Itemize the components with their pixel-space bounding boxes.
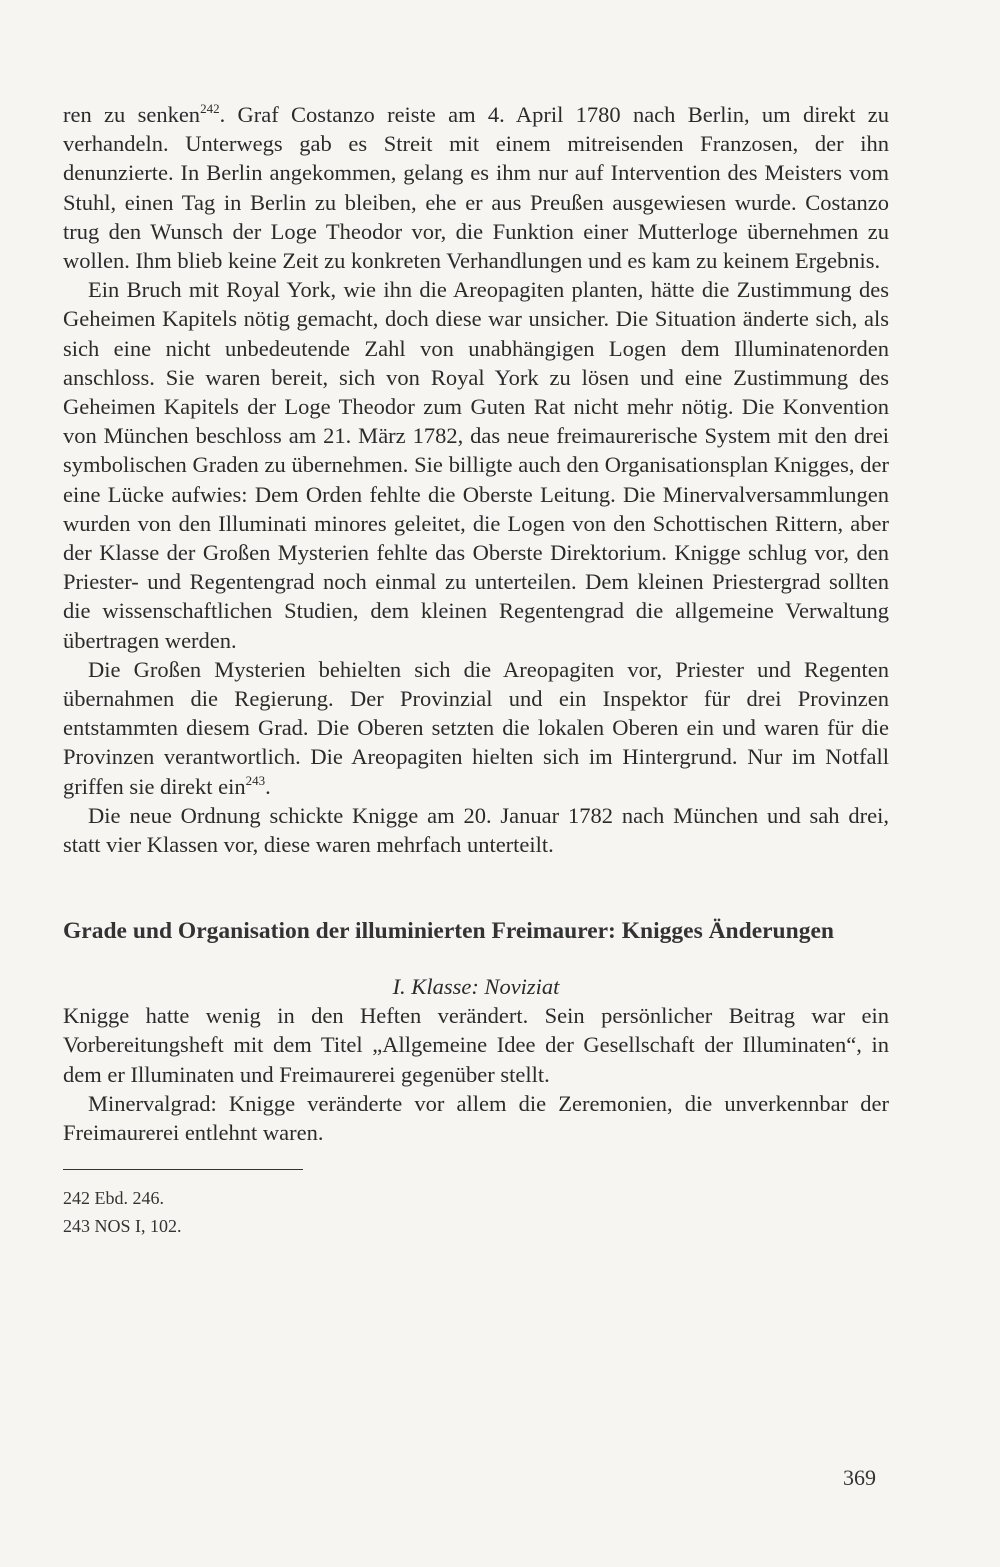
paragraph: Knigge hatte wenig in den Heften verändert. Sein persönlicher Beitrag war ein Vorbereitungsheft mit dem Titel „Allgemeine Idee der Gesellschaft der Illuminaten“, in dem er Illuminaten und Freimaurerei gegenüber stellt.: [63, 1003, 889, 1087]
footnote-242: 242 Ebd. 246.: [63, 1188, 164, 1209]
paragraph: [63, 100, 889, 275]
section-heading: Grade und Organisation der illuminierten Freimaurer: Knigges Änderungen: [63, 918, 834, 945]
paragraph-text: ren zu senken: [63, 102, 201, 127]
paragraph: [63, 655, 889, 801]
page-number: 369: [843, 1465, 876, 1490]
section-body-text: [63, 1001, 889, 1147]
subsection-heading: I. Klasse: Noviziat: [392, 974, 560, 1000]
paragraph: Ein Bruch mit Royal York, wie ihn die Areopagiten planten, hätte die Zustimmung des Geheimen Kapitels nötig gemacht, doch diese war unsicher. Die Situation änderte sich, als sich eine nicht unbedeutende Zahl von unabhängigen Logen dem Illuminatenorden anschloss. Sie waren bereit, sich von Royal York zu lösen und eine Zustimmung des Geheimen Kapitels der Loge Theodor zum Guten Rat nicht mehr nötig. Die Konvention von München beschloss am 21. März 1782, das neue freimaurerische System mit den drei symbolischen Graden zu übernehmen. Sie billigte auch den Organisationsplan Knigges, der eine Lücke aufwies: Dem Orden fehlte die Oberste Leitung. Die Minervalversammlungen wurden von den Illuminati minores geleitet, die Logen von den Schottischen Rittern, aber der Klasse der Großen Mysterien fehlte das Oberste Direktorium. Knigge schlug vor, den Priester- und Regentengrad noch einmal zu unterteilen. Dem kleinen Priestergrad sollten die wissenschaftlichen Studien, dem kleinen Regentengrad die allgemeine Verwaltung übertragen werden.: [63, 277, 889, 653]
footnotes: [63, 1184, 889, 1240]
body-text: [63, 100, 889, 859]
paragraph-text: Die Großen Mysterien behielten sich die Areopagiten vor, Priester und Regenten übernahmen die Regierung. Der Provinzial und ein Inspektor für drei Provinzen entstammten diesem Grad. Die Oberen setzten die lokalen Oberen ein und waren für die Provinzen verantwortlich. Die Areopagiten hielten sich im Hintergrund. Nur im Notfall griffen sie direkt ein: [63, 656, 889, 799]
paragraph-text: . Graf Costanzo reiste am 4. April 1780 nach Berlin, um direkt zu verhandeln. Unterwegs gab es Streit mit einem mitreisenden Franzosen, der ihn denunzierte. In Berlin angekommen, gelang es ihm nur auf Intervention des Meisters vom Stuhl, einen Tag in Berlin zu bleiben, ehe er aus Preußen ausgewiesen wurde. Costanzo trug den Wunsch der Loge Theodor vor, die Funktion einer Mutterloge übernehmen zu wollen. Ihm blieb keine Zeit zu konkreten Verhandlungen und es kam zu keinem Ergebnis.: [63, 102, 889, 274]
footnote-ref-242[interactable]: 242: [200, 101, 220, 116]
footnote-243: 243 NOS I, 102.: [63, 1216, 182, 1237]
paragraph: Minervalgrad: Knigge veränderte vor allem die Zeremonien, die unverkennbar der Freimaurerei entlehnt waren.: [63, 1090, 889, 1146]
footnote-ref-243[interactable]: 243: [245, 772, 266, 788]
paragraph-text: .: [265, 773, 271, 799]
paragraph: Die neue Ordnung schickte Knigge am 20. Januar 1782 nach München und sah drei, statt vier Klassen vor, diese waren mehrfach unterteilt.: [63, 802, 889, 858]
footnote-divider: [63, 1169, 303, 1170]
page-content: [63, 100, 889, 1240]
